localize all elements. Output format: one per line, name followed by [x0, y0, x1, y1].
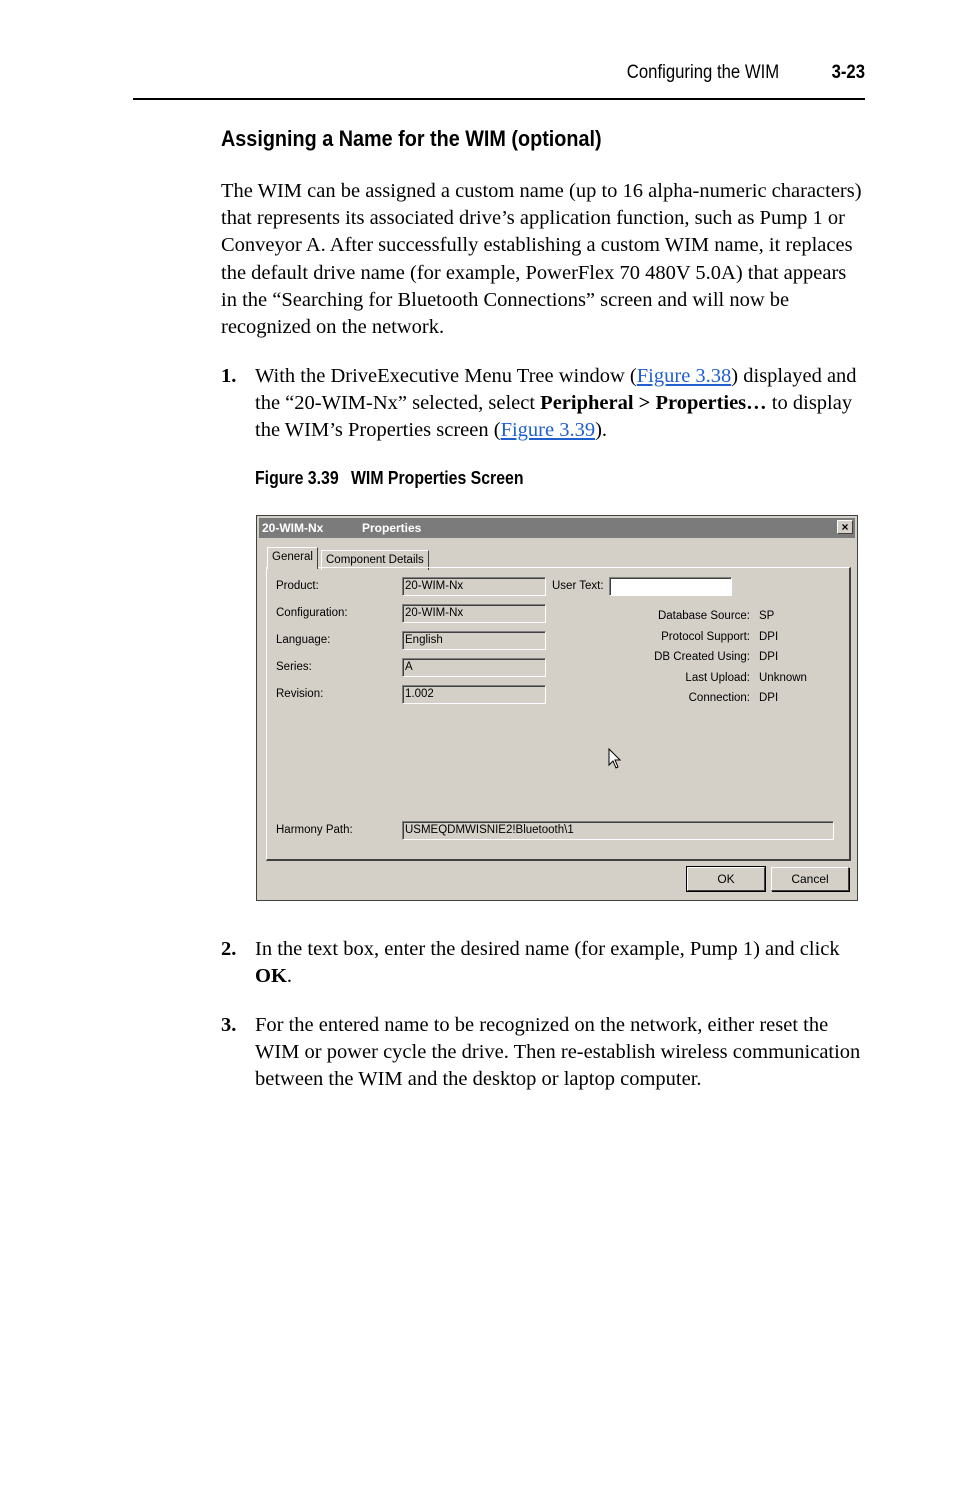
figure-3-38-link[interactable]: Figure 3.38	[636, 365, 732, 387]
tab-component-details[interactable]: Component Details	[321, 550, 429, 570]
step-text-part: In the text box, enter the desired name (for example, Pump 1) and click	[255, 938, 840, 960]
properties-dialog	[256, 515, 858, 901]
figure-3-39-link[interactable]: Figure 3.39	[500, 419, 596, 442]
connection-value: DPI	[759, 692, 779, 704]
protocol-support-label: Protocol Support:	[661, 631, 750, 643]
series-field: A	[402, 658, 546, 677]
language-field: English	[402, 631, 546, 650]
figure-caption	[255, 468, 523, 489]
ok-button[interactable]: OK	[687, 867, 765, 891]
protocol-support-value: DPI	[759, 631, 779, 643]
cancel-button[interactable]: Cancel	[771, 867, 849, 891]
header-section-title: Configuring the WIM	[626, 62, 779, 83]
revision-field: 1.002	[402, 685, 546, 704]
configuration-label: Configuration:	[276, 607, 348, 619]
db-created-using-value: DPI	[759, 651, 779, 663]
product-field: 20-WIM-Nx	[402, 577, 546, 596]
step-text-part: ).	[595, 419, 608, 442]
figure-number: Figure 3.39	[255, 468, 339, 488]
step-text	[255, 363, 866, 445]
menu-path: Peripheral > Properties…	[540, 392, 767, 415]
step-number: 3.	[221, 1014, 237, 1036]
step-text: For the entered name to be recognized on the network, either reset the WIM or power cycle the drive. Then re-establish wireless communication between the WIM and the desktop or laptop computer.	[255, 1014, 861, 1091]
language-label: Language:	[276, 634, 331, 646]
running-header	[133, 60, 865, 100]
harmony-path-field: USMEQDMWISNIE2!Bluetooth\1	[402, 821, 834, 840]
database-source-value: SP	[759, 610, 775, 622]
revision-label: Revision:	[276, 688, 324, 700]
step-number: 2.	[221, 938, 237, 960]
database-source-label: Database Source:	[657, 610, 750, 622]
db-created-using-label: DB Created Using:	[654, 651, 750, 663]
harmony-path-label: Harmony Path:	[276, 824, 353, 836]
dialog-titlebar	[259, 518, 855, 538]
user-text-label: User Text:	[552, 580, 604, 592]
section-heading: Assigning a Name for the WIM (optional)	[221, 126, 602, 151]
configuration-field: 20-WIM-Nx	[402, 604, 546, 623]
intro-paragraph: The WIM can be assigned a custom name (up to 16 alpha-numeric characters) that represents its associated drive’s application function, such as Pump 1 or Conveyor A. After successfully establishing a custom WIM name, it replaces the default drive name (for example, PowerFlex 70 480V 5.0A) that appears in the “Searching for Bluetooth Connections” screen and will now be recognized on the network.	[221, 180, 862, 339]
header-page-number: 3-23	[831, 62, 865, 83]
last-upload-label: Last Upload:	[685, 672, 750, 684]
product-label: Product:	[276, 580, 319, 592]
user-text-input[interactable]	[609, 577, 732, 596]
step-text-part: With the DriveExecutive Menu Tree window (	[255, 365, 637, 387]
dialog-title: Properties	[362, 521, 422, 535]
step-text-part: .	[286, 965, 293, 988]
step-text	[255, 936, 866, 990]
dialog-title-object: 20-WIM-Nx	[262, 521, 324, 535]
step-number: 1.	[221, 365, 237, 387]
close-icon[interactable]: ×	[837, 520, 853, 534]
mouse-pointer-icon	[608, 748, 622, 770]
step-text-part: to display the WIM’s Properties screen (	[255, 392, 853, 442]
figure-title: WIM Properties Screen	[350, 468, 524, 488]
step-text-part: ) displayed and the “20-WIM-Nx” selected, select	[255, 365, 857, 415]
connection-label: Connection:	[688, 692, 750, 704]
ok-emphasis: OK	[255, 965, 287, 988]
series-label: Series:	[276, 661, 312, 673]
tab-general[interactable]: General	[267, 547, 318, 569]
last-upload-value: Unknown	[759, 672, 807, 684]
